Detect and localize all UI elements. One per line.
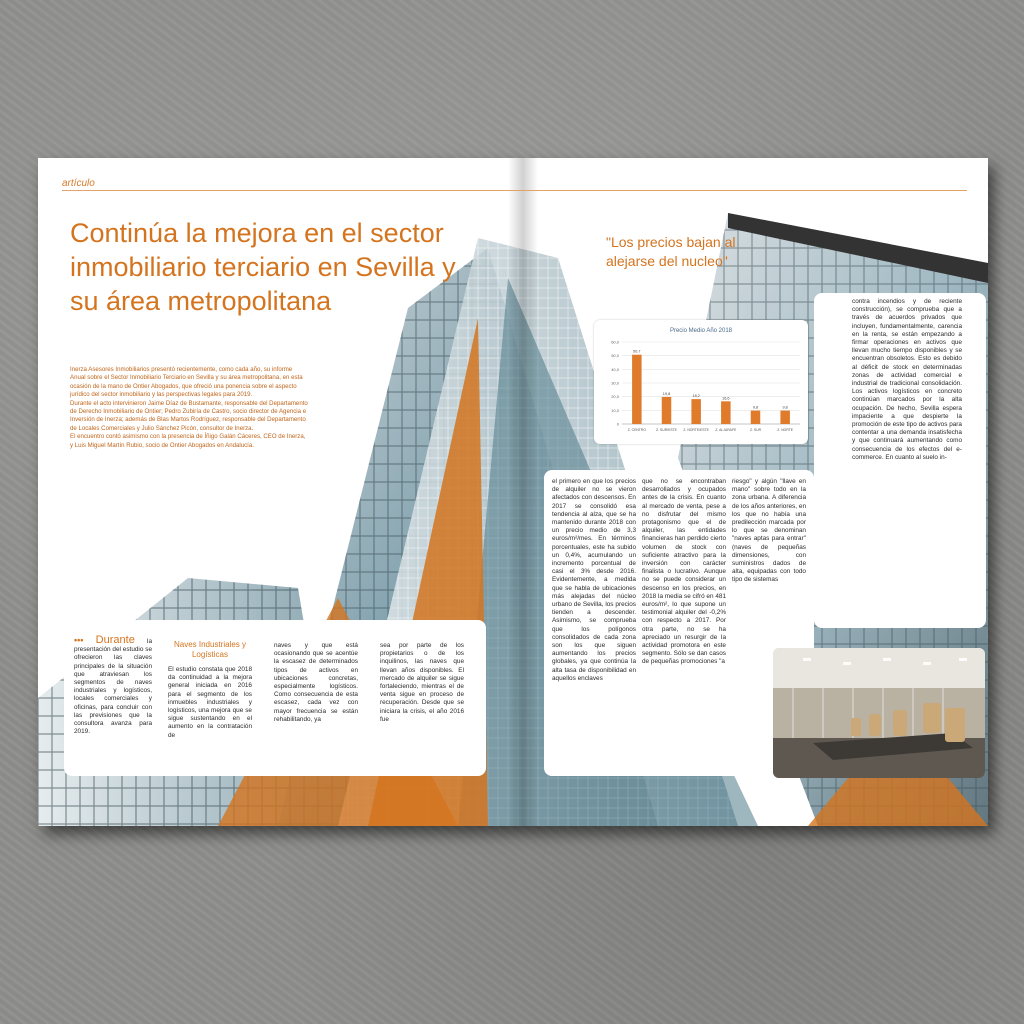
- section-rule: [62, 190, 967, 191]
- page-gutter: [508, 158, 538, 826]
- y-tick-label: 20,0: [611, 394, 619, 400]
- y-tick-label: 40,0: [611, 366, 619, 372]
- y-tick-label: 60,0: [611, 339, 619, 345]
- intro-paragraph: Durante el acto intervinieron Jaime Díaz de Bustamante, responsable del Departamento de Derecho Inmobiliario de Ontier; Pedro Zubiría de Castro, socio director de Agencia e Inversión de Inerza; además de Blas Martos Rodríguez, responsable del Departamento de Locales Comerciales y Julio Sánchez Picón, consultor de Inerza.: [70, 399, 308, 432]
- chart-card: [594, 320, 808, 444]
- x-tick-label: Z. SUR: [749, 428, 762, 432]
- chart-bar: [780, 411, 789, 424]
- column-5: el primero en que los precios de alquiler no se vieron afectados con descensos. En 2017 se consolidó esa tendencia al alza, que se ha mantenido durante 2018 con un precio medio de 3,3 euros/m²/mes. En términos porcentuales, este ha subido un 0,4%, acumulando un incremento porcentual de casi el 3% desde 2016. Evidentemente, a medida que se habla de ubicaciones más alejadas del núcleo urbano de Sevilla, los precios tienden a descender. Asimismo, se comprueba que los polígonos consolidados de cada zona son los que siguen aumentando los precios globales, ya que continúa la alta tasa de disponibilidad en aquellos enclaves: [552, 478, 636, 682]
- subhead: Naves Industriales y Logísticas: [173, 640, 247, 659]
- x-tick-label: Z. NORTE/ESTE: [683, 428, 709, 432]
- intro-paragraph: Inerza Asesores Inmobiliarios presentó recientemente, como cada año, su informe Anual sobre el Sector Inmobiliario Terciario en Sevilla y su área metropolitana, en esta ocasión de la mano de Ontier Abogados, que ofreció una ponencia sobre el aspecto jurídico del sector inmobiliario y las perspectivas legales para 2019.: [70, 366, 303, 399]
- column-3: naves y que está ocasionando que se acentúe la escasez de determinados tipos de activos en ubicaciones concretas, especialmente logísticos. Como consecuencia de esta escasez, cada vez con mayor frecuencia se están rehabilitando, ya: [274, 642, 358, 723]
- section-label: artículo: [62, 178, 95, 189]
- x-tick-label: Z. ALJARAFE: [715, 428, 737, 432]
- data-label: 50,7: [633, 349, 641, 354]
- column-6: que no se encontraban desarrollados y ocupados antes de la crisis. En cuanto al mercado de venta, pese a no disfrutar del mismo protagonismo que el de alquiler, las entidades financieras han perdido cierto volumen de stock con suficiente atractivo para la inversión con carácter finalista o lucrativo. Aunque no se puede considerar un descenso en los precios, en 2018 la media se cifró en 481 euros/m², lo que supone un testimonial alquiler del -0,2% con respecto a 2017. Por otra parte, no se ha apreciado un resurgir de la actividad promotora en este segmento. Sólo se dan casos de pequeñas promociones "a: [642, 478, 726, 666]
- bar-chart: [594, 320, 808, 444]
- data-label: 9,8: [752, 405, 759, 410]
- column-8: contra incendios y de reciente construcción), se comprueba que a través de acuerdos privados que incluyen, fundamentalmente, carencia en la renta, se están empezando a firmar operaciones en activos que llevan mucho tiempo disponibles y se encuentran obsoletos. Esto es debido al déficit de stock en determinadas zonas de actividad comercial e industrial de tradicional consolidación. Los activos logísticos en concreto continúan marcados por la alta ocupación. De hecho, Sevilla espera impaciente a que despierte la promoción de este tipo de activos para contentar a una demanda insatisfecha y que continuará aumentando como consecuencia de los efectos del e-commerce. En cuanto al suelo in-: [852, 298, 962, 461]
- data-label: 9,8: [782, 405, 788, 410]
- x-tick-label: Z. SUR/ESTE: [656, 428, 677, 432]
- headline: Continúa la mejora en el sector inmobiliario terciario en Sevilla y su área metropolitana: [70, 218, 456, 316]
- y-tick-label: 10,0: [611, 407, 619, 413]
- column-1-text: la presentación del estudio se ofrecieron las claves principales de la situación que atraviesan los segmentos de naves industriales y logísticos, locales comerciales y oficinas, para concluir con las previsiones que la consultora avanza para 2019.: [74, 638, 152, 736]
- data-label: 19,8: [662, 391, 671, 396]
- data-label: 18,2: [692, 394, 700, 399]
- column-1: [74, 636, 152, 736]
- chart-bar: [691, 399, 700, 424]
- chart-bar: [721, 401, 730, 424]
- chart-bar: [662, 397, 671, 424]
- data-label: 16,6: [722, 396, 730, 401]
- pull-quote: "Los precios bajan al alejarse del nucleo": [606, 234, 736, 269]
- intro-paragraph: El encuentro contó asimismo con la presencia de Íñigo Galán Cáceres, CEO de Inerza, y Luis Miguel Martín Rubio, socio de Ontier Abogados en Andalucía.: [70, 433, 306, 449]
- column-7: riesgo" y algún "llave en mano" sobre todo en la zona urbana. A diferencia de los años anteriores, en los que no había una predilección marcada por lo que se denominan "naves aptas para entrar" (naves de pequeñas dimensiones, con suministros dados de alta, equipadas con todo tipo de sistemas: [732, 478, 806, 584]
- chart-title: Precio Medio Año 2018: [669, 328, 733, 334]
- dropcap-dots: •••: [74, 635, 84, 645]
- chart-bar: [632, 355, 641, 424]
- x-tick-label: Z. NORTE: [777, 428, 794, 432]
- column-2: El estudio constata que 2018 da continuidad a la mejora general iniciada en 2016 para el segmento de los inmuebles industriales y logísticos, una mejora que se sigue sustentando en el aumento en la contratación de: [168, 666, 252, 739]
- y-tick-label: 0: [616, 421, 619, 427]
- conference-room-image: [773, 648, 985, 778]
- dropcap: Durante: [95, 634, 135, 646]
- conference-room-photo: [773, 648, 985, 778]
- magazine-spread: [38, 158, 988, 826]
- y-tick-label: 30,0: [611, 380, 619, 386]
- column-4: sea por parte de los propietarios o de los inquilinos, las naves que llevan años disponibles. El mercado de alquiler se sigue fortaleciendo, mientras el de venta sigue en proceso de recuperación. Desde que se iniciara la crisis, el año 2016 fue: [380, 642, 464, 723]
- chart-bar: [751, 411, 760, 424]
- y-tick-label: 50,0: [611, 353, 619, 359]
- intro-text: [70, 366, 308, 450]
- x-tick-label: Z. CENTRO: [627, 428, 646, 432]
